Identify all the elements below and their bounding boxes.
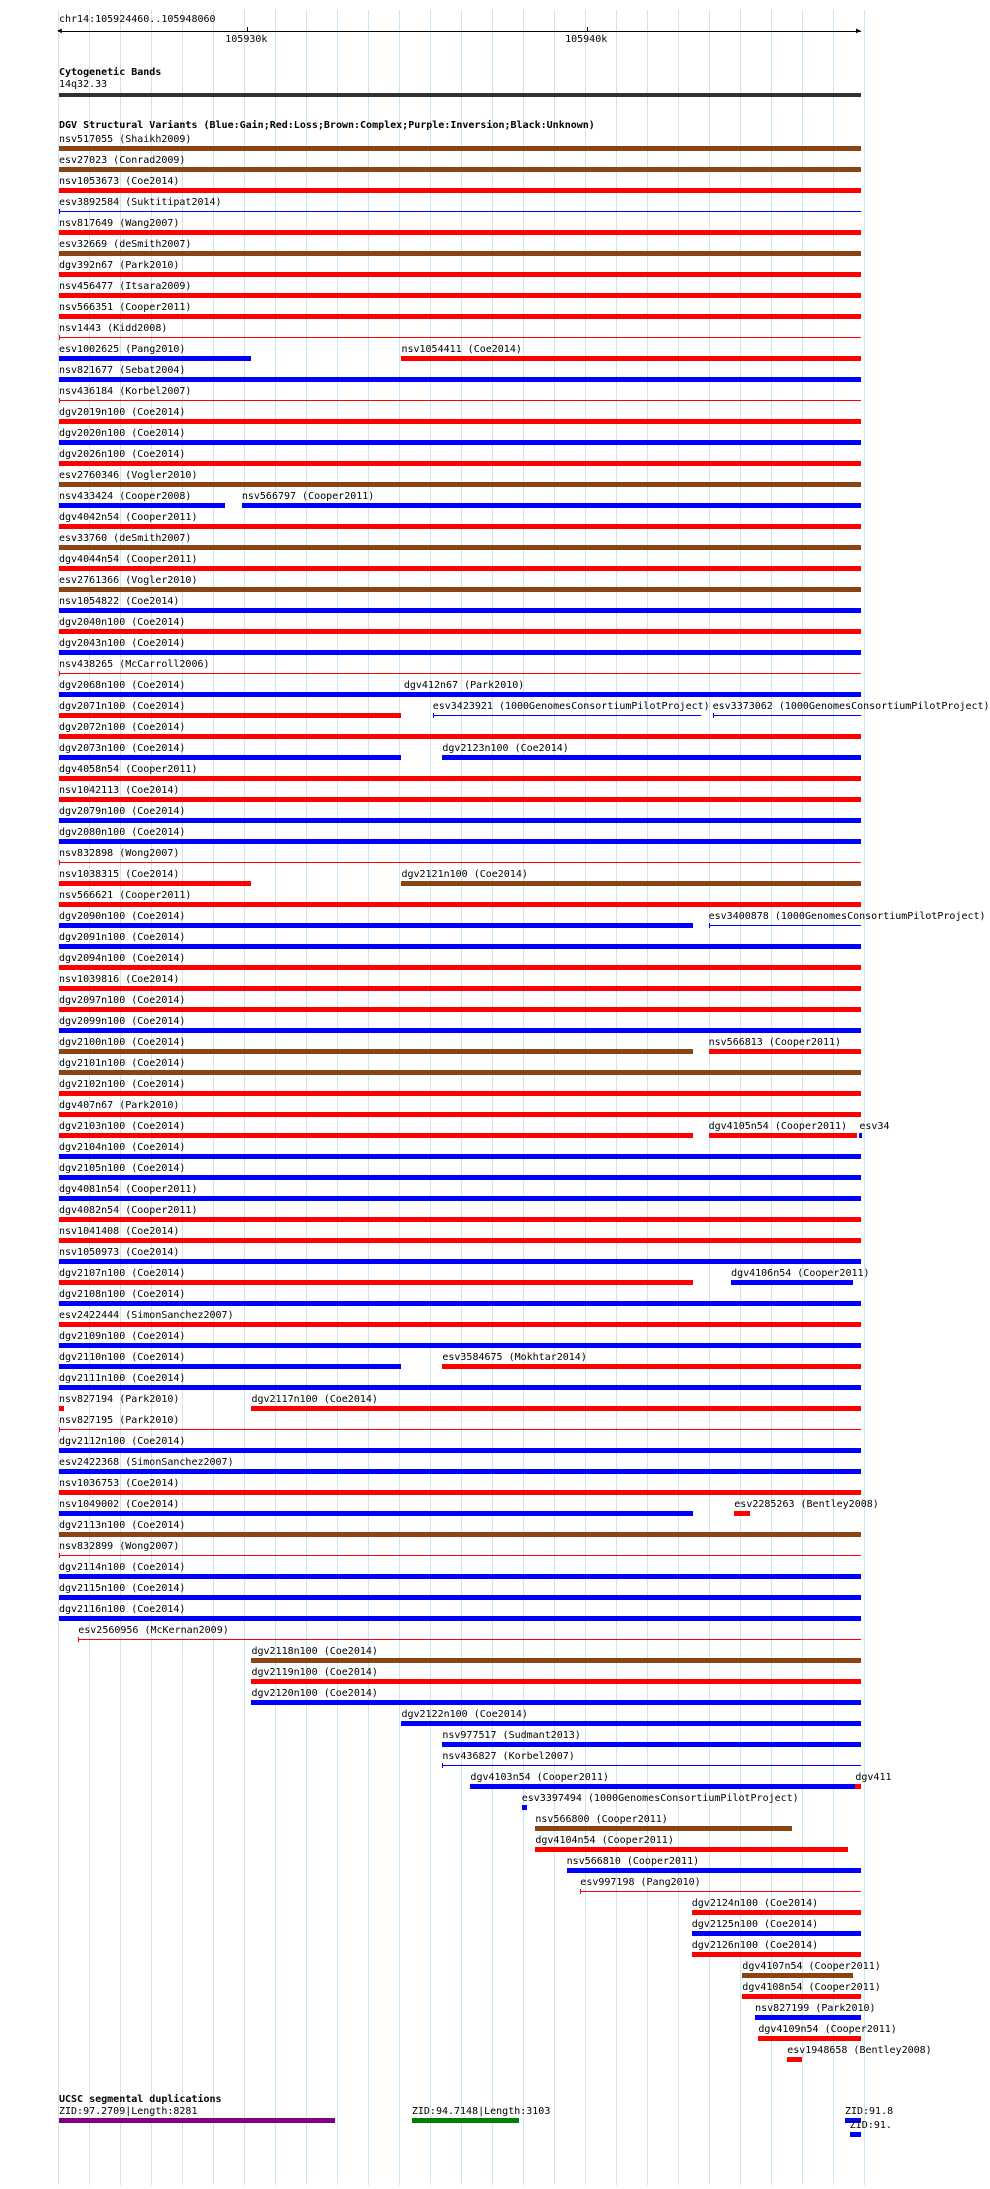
dgv-feature-label: dgv412n67 (Park2010): [403, 680, 525, 691]
dgv-feature-label: dgv2019n100 (Coe2014): [59, 407, 186, 418]
dgv-feature-bar[interactable]: [59, 944, 861, 949]
dgv-feature-bar[interactable]: [242, 503, 861, 508]
dgv-feature-label: dgv4106n54 (Cooper2011): [731, 1268, 870, 1279]
cytoband-bar[interactable]: [59, 93, 861, 97]
dgv-feature-label: dgv4081n54 (Cooper2011): [59, 1184, 198, 1195]
dgv-feature-bar[interactable]: [59, 337, 861, 338]
ruler-tick-label: 105940k: [565, 34, 608, 45]
dgv-feature-bar[interactable]: [59, 1490, 861, 1495]
dgv-feature-label: dgv2123n100 (Coe2014): [442, 743, 569, 754]
dgv-feature-label: dgv2079n100 (Coe2014): [59, 806, 186, 817]
dgv-feature-bar[interactable]: [692, 1931, 861, 1936]
dgv-feature-label: dgv2102n100 (Coe2014): [59, 1079, 186, 1090]
dgv-feature-cap: [433, 713, 434, 718]
dgv-feature-bar[interactable]: [59, 1429, 861, 1430]
dgv-feature-label: nsv436827 (Korbel2007): [442, 1751, 575, 1762]
dgv-feature-bar[interactable]: [59, 545, 861, 550]
dgv-feature-label: dgv2104n100 (Coe2014): [59, 1142, 186, 1153]
dgv-feature-label: dgv4105n54 (Cooper2011): [708, 1121, 848, 1132]
dgv-feature-label: nsv1036753 (Coe2014): [59, 1478, 180, 1489]
dgv-feature-label: dgv2108n100 (Coe2014): [59, 1289, 186, 1300]
dgv-feature-label: esv2422444 (SimonSanchez2007): [59, 1310, 234, 1321]
dgv-feature-bar[interactable]: [59, 400, 861, 401]
dgv-feature-label: dgv2101n100 (Coe2014): [59, 1058, 186, 1069]
dgv-feature-bar[interactable]: [59, 839, 861, 844]
dgv-feature-label: nsv1050973 (Coe2014): [59, 1247, 180, 1258]
dgv-feature-cap: [59, 860, 60, 865]
dgv-feature-bar[interactable]: [731, 1280, 853, 1285]
dgv-feature-label: esv2760346 (Vogler2010): [59, 470, 198, 481]
dgv-feature-bar[interactable]: [59, 251, 861, 256]
dgv-feature-bar[interactable]: [59, 1555, 861, 1556]
dgv-feature-bar[interactable]: [713, 715, 861, 716]
dgv-feature-label: dgv2090n100 (Coe2014): [59, 911, 186, 922]
dgv-feature-bar[interactable]: [442, 755, 861, 760]
dgv-feature-bar[interactable]: [535, 1847, 848, 1852]
dgv-feature-bar[interactable]: [59, 923, 693, 928]
dgv-feature-cap: [59, 398, 60, 403]
dgv-feature-bar[interactable]: [59, 1322, 861, 1327]
dgv-feature-bar[interactable]: [59, 211, 861, 212]
dgv-feature-label: dgv4058n54 (Cooper2011): [59, 764, 198, 775]
dgv-feature-label: nsv438265 (McCarroll2006): [59, 659, 210, 670]
dgv-feature-label: dgv4108n54 (Cooper2011): [742, 1982, 881, 1993]
dgv-feature-label: dgv4042n54 (Cooper2011): [59, 512, 198, 523]
ruler-line: [59, 31, 861, 32]
dgv-feature-label: nsv566797 (Cooper2011): [241, 491, 375, 502]
dgv-feature-label: nsv1053673 (Coe2014): [59, 176, 180, 187]
dgv-feature-bar[interactable]: [567, 1868, 861, 1873]
ruler-tick: [247, 27, 248, 32]
dgv-feature-bar[interactable]: [59, 230, 861, 235]
dgv-feature-cap: [59, 671, 60, 676]
dgv-feature-cap: [59, 1427, 60, 1432]
dgv-feature-label: dgv2112n100 (Coe2014): [59, 1436, 186, 1447]
dgv-feature-bar[interactable]: [251, 1679, 861, 1684]
dgv-feature-label: nsv436184 (Korbel2007): [59, 386, 192, 397]
dgv-feature-label: esv32669 (deSmith2007): [59, 239, 192, 250]
dgv-feature-label: esv3400878 (1000GenomesConsortiumPilotProject): [708, 911, 986, 922]
dgv-feature-label: esv3397494 (1000GenomesConsortiumPilotProject): [521, 1793, 799, 1804]
dgv-feature-bar[interactable]: [59, 650, 861, 655]
dgv-feature-bar[interactable]: [442, 1765, 861, 1766]
dgv-track-title: DGV Structural Variants (Blue:Gain;Red:Loss;Brown:Complex;Purple:Inversion;Black:Unknown): [59, 120, 595, 131]
dgv-feature-bar[interactable]: [59, 482, 861, 487]
dgv-feature-bar[interactable]: [59, 734, 861, 739]
dgv-feature-bar[interactable]: [59, 881, 251, 886]
dgv-feature-bar[interactable]: [59, 419, 861, 424]
dgv-feature-label: esv3892584 (Suktitipat2014): [59, 197, 222, 208]
dgv-feature-label: dgv2020n100 (Coe2014): [59, 428, 186, 439]
dgv-feature-bar[interactable]: [59, 986, 861, 991]
dgv-feature-bar[interactable]: [59, 1280, 693, 1285]
dgv-feature-bar[interactable]: [442, 1742, 861, 1747]
dgv-feature-label: nsv1039816 (Coe2014): [59, 974, 180, 985]
dgv-feature-label: esv3423921 (1000GenomesConsortiumPilotProject): [432, 701, 710, 712]
dgv-feature-bar[interactable]: [59, 314, 861, 319]
dgv-feature-label: dgv4082n54 (Cooper2011): [59, 1205, 198, 1216]
dgv-feature-bar[interactable]: [522, 1805, 528, 1810]
dgv-feature-bar[interactable]: [787, 2057, 801, 2062]
dgv-feature-label: dgv2103n100 (Coe2014): [59, 1121, 186, 1132]
dgv-feature-label: dgv2110n100 (Coe2014): [59, 1352, 186, 1363]
dgv-feature-bar[interactable]: [59, 1217, 861, 1222]
dgv-feature-bar[interactable]: [59, 1343, 861, 1348]
dgv-feature-label: dgv4104n54 (Cooper2011): [535, 1835, 674, 1846]
dgv-feature-bar[interactable]: [59, 692, 861, 697]
dgv-feature-bar[interactable]: [78, 1639, 861, 1640]
dgv-feature-bar[interactable]: [855, 1784, 861, 1789]
dgv-feature-bar[interactable]: [709, 925, 861, 926]
dgv-feature-bar[interactable]: [59, 902, 861, 907]
dgv-feature-bar[interactable]: [709, 1049, 861, 1054]
dgv-feature-bar[interactable]: [59, 587, 861, 592]
dgv-feature-bar[interactable]: [59, 272, 861, 277]
dgv-feature-label: dgv2116n100 (Coe2014): [59, 1604, 186, 1615]
dgv-feature-bar[interactable]: [734, 1511, 750, 1516]
dgv-feature-cap: [580, 1889, 581, 1894]
dgv-feature-label: nsv566351 (Cooper2011): [59, 302, 192, 313]
dgv-feature-bar[interactable]: [59, 440, 861, 445]
dgv-feature-bar[interactable]: [59, 188, 861, 193]
dgv-feature-cap: [709, 923, 710, 928]
dgv-feature-label: nsv566813 (Cooper2011): [708, 1037, 842, 1048]
segdup-track-title: UCSC segmental duplications: [59, 2094, 222, 2105]
dgv-feature-label: esv1002625 (Pang2010): [59, 344, 186, 355]
dgv-feature-label: nsv817649 (Wang2007): [59, 218, 180, 229]
segdup-bar[interactable]: [412, 2118, 519, 2123]
dgv-feature-bar[interactable]: [59, 1595, 861, 1600]
dgv-feature-label: nsv832899 (Wong2007): [59, 1541, 180, 1552]
dgv-feature-label: dgv2109n100 (Coe2014): [59, 1331, 186, 1342]
dgv-feature-label: dgv2125n100 (Coe2014): [691, 1919, 819, 1930]
dgv-feature-label: dgv392n67 (Park2010): [59, 260, 180, 271]
dgv-feature-label: dgv2026n100 (Coe2014): [59, 449, 186, 460]
dgv-feature-label: nsv1443 (Kidd2008): [59, 323, 168, 334]
segdup-label: ZID:94.7148|Length:3103: [411, 2106, 551, 2117]
dgv-feature-bar[interactable]: [59, 608, 861, 613]
dgv-feature-label: dgv2118n100 (Coe2014): [251, 1646, 378, 1657]
dgv-feature-label: esv1948658 (Bentley2008): [787, 2045, 932, 2056]
dgv-feature-bar[interactable]: [758, 2036, 861, 2041]
dgv-feature-label: nsv827194 (Park2010): [59, 1394, 180, 1405]
dgv-feature-cap: [442, 1763, 443, 1768]
dgv-feature-bar[interactable]: [59, 377, 861, 382]
dgv-feature-bar[interactable]: [59, 1133, 693, 1138]
dgv-feature-label: dgv2114n100 (Coe2014): [59, 1562, 186, 1573]
dgv-feature-label: esv2285263 (Bentley2008): [734, 1499, 879, 1510]
dgv-feature-label: dgv2073n100 (Coe2014): [59, 743, 186, 754]
dgv-feature-bar[interactable]: [251, 1658, 861, 1663]
dgv-feature-bar[interactable]: [742, 1994, 861, 1999]
dgv-feature-label: dgv2097n100 (Coe2014): [59, 995, 186, 1006]
dgv-feature-label: dgv2120n100 (Coe2014): [251, 1688, 378, 1699]
dgv-feature-label: dgv4103n54 (Cooper2011): [470, 1772, 609, 1783]
ruler-left-arrow: ◀: [57, 26, 62, 35]
dgv-feature-bar[interactable]: [59, 629, 861, 634]
dgv-feature-label: dgv2043n100 (Coe2014): [59, 638, 186, 649]
dgv-feature-bar[interactable]: [59, 713, 401, 718]
dgv-feature-bar[interactable]: [755, 2015, 861, 2020]
dgv-feature-label: nsv566810 (Cooper2011): [566, 1856, 700, 1867]
dgv-feature-bar[interactable]: [401, 1721, 861, 1726]
grid-line: [864, 10, 865, 2185]
dgv-feature-bar[interactable]: [59, 1364, 401, 1369]
dgv-feature-label: nsv977517 (Sudmant2013): [442, 1730, 581, 1741]
segdup-label: ZID:91.8: [844, 2106, 894, 2117]
dgv-feature-label: esv3373062 (1000GenomesConsortiumPilotProject): [712, 701, 990, 712]
dgv-feature-bar[interactable]: [59, 1574, 861, 1579]
dgv-feature-label: dgv411: [855, 1772, 892, 1783]
dgv-feature-label: dgv2091n100 (Coe2014): [59, 932, 186, 943]
dgv-feature-bar[interactable]: [59, 1616, 861, 1621]
dgv-feature-label: esv2560956 (McKernan2009): [78, 1625, 229, 1636]
dgv-feature-label: nsv832898 (Wong2007): [59, 848, 180, 859]
dgv-feature-bar[interactable]: [59, 293, 861, 298]
dgv-feature-bar[interactable]: [59, 797, 861, 802]
dgv-feature-bar[interactable]: [59, 1091, 861, 1096]
dgv-feature-bar[interactable]: [401, 881, 861, 886]
dgv-feature-label: dgv2068n100 (Coe2014): [59, 680, 186, 691]
cytoband-label: 14q32.33: [59, 79, 108, 90]
dgv-feature-label: esv2422368 (SimonSanchez2007): [59, 1457, 234, 1468]
dgv-feature-bar[interactable]: [59, 1532, 861, 1537]
dgv-feature-label: esv33760 (deSmith2007): [59, 533, 192, 544]
dgv-feature-label: dgv2100n100 (Coe2014): [59, 1037, 186, 1048]
dgv-feature-label: dgv2121n100 (Coe2014): [401, 869, 528, 880]
dgv-feature-label: dgv2080n100 (Coe2014): [59, 827, 186, 838]
dgv-feature-label: nsv827199 (Park2010): [755, 2003, 876, 2014]
dgv-feature-bar[interactable]: [442, 1364, 861, 1369]
dgv-feature-label: dgv407n67 (Park2010): [59, 1100, 180, 1111]
dgv-feature-bar[interactable]: [59, 1448, 861, 1453]
range-label: chr14:105924460..105948060: [59, 14, 216, 25]
dgv-feature-bar[interactable]: [59, 524, 861, 529]
dgv-feature-cap: [59, 1553, 60, 1558]
ruler-tick: [587, 27, 588, 32]
dgv-feature-bar[interactable]: [59, 1154, 861, 1159]
dgv-feature-bar[interactable]: [59, 1238, 861, 1243]
dgv-feature-bar[interactable]: [59, 503, 225, 508]
dgv-feature-bar[interactable]: [59, 1511, 693, 1516]
segdup-bar[interactable]: [850, 2132, 861, 2137]
dgv-feature-bar[interactable]: [580, 1891, 861, 1892]
dgv-feature-label: esv3584675 (Mokhtar2014): [442, 1352, 587, 1363]
dgv-feature-label: nsv821677 (Sebat2004): [59, 365, 186, 376]
dgv-feature-label: esv27023 (Conrad2009): [59, 155, 186, 166]
dgv-feature-label: nsv1049002 (Coe2014): [59, 1499, 180, 1510]
dgv-feature-label: nsv827195 (Park2010): [59, 1415, 180, 1426]
dgv-feature-bar[interactable]: [59, 167, 861, 172]
dgv-feature-bar[interactable]: [59, 1049, 693, 1054]
dgv-feature-bar[interactable]: [709, 1133, 857, 1138]
dgv-feature-cap: [713, 713, 714, 718]
dgv-feature-label: dgv2072n100 (Coe2014): [59, 722, 186, 733]
cytoband-track-title: Cytogenetic Bands: [59, 67, 162, 78]
dgv-feature-bar[interactable]: [692, 1952, 861, 1957]
dgv-feature-bar[interactable]: [59, 461, 861, 466]
dgv-feature-label: dgv2071n100 (Coe2014): [59, 701, 186, 712]
dgv-feature-bar[interactable]: [59, 1007, 861, 1012]
dgv-feature-bar[interactable]: [251, 1700, 861, 1705]
dgv-feature-bar[interactable]: [470, 1784, 855, 1789]
dgv-feature-label: dgv2126n100 (Coe2014): [691, 1940, 819, 1951]
dgv-feature-bar[interactable]: [535, 1826, 792, 1831]
segdup-bar[interactable]: [59, 2118, 335, 2123]
segdup-label: ZID:97.2709|Length:8281: [59, 2106, 198, 2117]
dgv-feature-label: dgv2119n100 (Coe2014): [251, 1667, 378, 1678]
dgv-feature-label: dgv4109n54 (Cooper2011): [758, 2024, 897, 2035]
dgv-feature-label: nsv456477 (Itsara2009): [59, 281, 192, 292]
dgv-feature-label: dgv2107n100 (Coe2014): [59, 1268, 186, 1279]
dgv-feature-label: nsv1042113 (Coe2014): [59, 785, 180, 796]
dgv-feature-bar[interactable]: [859, 1133, 862, 1138]
dgv-feature-bar[interactable]: [692, 1910, 861, 1915]
dgv-feature-label: dgv2113n100 (Coe2014): [59, 1520, 186, 1531]
dgv-feature-label: dgv4044n54 (Cooper2011): [59, 554, 198, 565]
dgv-feature-bar[interactable]: [59, 1175, 861, 1180]
dgv-feature-label: esv997198 (Pang2010): [580, 1877, 701, 1888]
dgv-feature-label: dgv2099n100 (Coe2014): [59, 1016, 186, 1027]
dgv-feature-label: nsv566800 (Cooper2011): [535, 1814, 668, 1825]
dgv-feature-label: nsv1041408 (Coe2014): [59, 1226, 180, 1237]
dgv-feature-bar[interactable]: [59, 1196, 861, 1201]
dgv-feature-label: dgv2124n100 (Coe2014): [691, 1898, 819, 1909]
dgv-feature-bar[interactable]: [59, 1112, 861, 1117]
dgv-feature-label: dgv2040n100 (Coe2014): [59, 617, 186, 628]
dgv-feature-bar[interactable]: [59, 146, 861, 151]
dgv-feature-bar[interactable]: [251, 1406, 861, 1411]
dgv-feature-label: dgv2111n100 (Coe2014): [59, 1373, 186, 1384]
dgv-feature-bar[interactable]: [59, 818, 861, 823]
dgv-feature-cap: [59, 209, 60, 214]
dgv-feature-bar[interactable]: [59, 356, 251, 361]
dgv-feature-label: nsv517055 (Shaikh2009): [59, 134, 192, 145]
dgv-feature-label: dgv4107n54 (Cooper2011): [742, 1961, 881, 1972]
dgv-feature-bar[interactable]: [59, 755, 401, 760]
ruler-tick-label: 105930k: [225, 34, 268, 45]
dgv-feature-label: esv34: [859, 1121, 890, 1132]
dgv-feature-bar[interactable]: [59, 673, 861, 674]
dgv-feature-cap: [59, 335, 60, 340]
dgv-feature-label: dgv2094n100 (Coe2014): [59, 953, 186, 964]
dgv-feature-bar[interactable]: [59, 1259, 861, 1264]
dgv-feature-bar[interactable]: [59, 862, 861, 863]
dgv-feature-bar[interactable]: [742, 1973, 853, 1978]
dgv-feature-bar[interactable]: [401, 356, 861, 361]
dgv-feature-label: nsv1054411 (Coe2014): [401, 344, 522, 355]
dgv-feature-bar[interactable]: [59, 566, 861, 571]
dgv-feature-label: nsv1038315 (Coe2014): [59, 869, 180, 880]
dgv-feature-bar[interactable]: [59, 965, 861, 970]
dgv-feature-label: nsv1054822 (Coe2014): [59, 596, 180, 607]
segdup-label: ZID:91.: [849, 2120, 892, 2131]
dgv-feature-label: dgv2117n100 (Coe2014): [251, 1394, 378, 1405]
dgv-feature-label: nsv433424 (Cooper2008): [59, 491, 192, 502]
dgv-feature-bar[interactable]: [59, 1070, 861, 1075]
dgv-feature-bar[interactable]: [59, 1385, 861, 1390]
dgv-feature-bar[interactable]: [59, 1406, 64, 1411]
dgv-feature-bar[interactable]: [59, 1028, 861, 1033]
dgv-feature-label: nsv566621 (Cooper2011): [59, 890, 192, 901]
dgv-feature-bar[interactable]: [59, 1469, 861, 1474]
dgv-feature-bar[interactable]: [59, 1301, 861, 1306]
dgv-feature-label: dgv2122n100 (Coe2014): [401, 1709, 528, 1720]
dgv-feature-bar[interactable]: [433, 715, 701, 716]
ruler-right-arrow: ▶: [856, 26, 861, 35]
dgv-feature-bar[interactable]: [59, 776, 861, 781]
dgv-feature-label: esv2761366 (Vogler2010): [59, 575, 198, 586]
dgv-feature-label: dgv2115n100 (Coe2014): [59, 1583, 186, 1594]
dgv-feature-label: dgv2105n100 (Coe2014): [59, 1163, 186, 1174]
dgv-feature-cap: [78, 1637, 79, 1642]
